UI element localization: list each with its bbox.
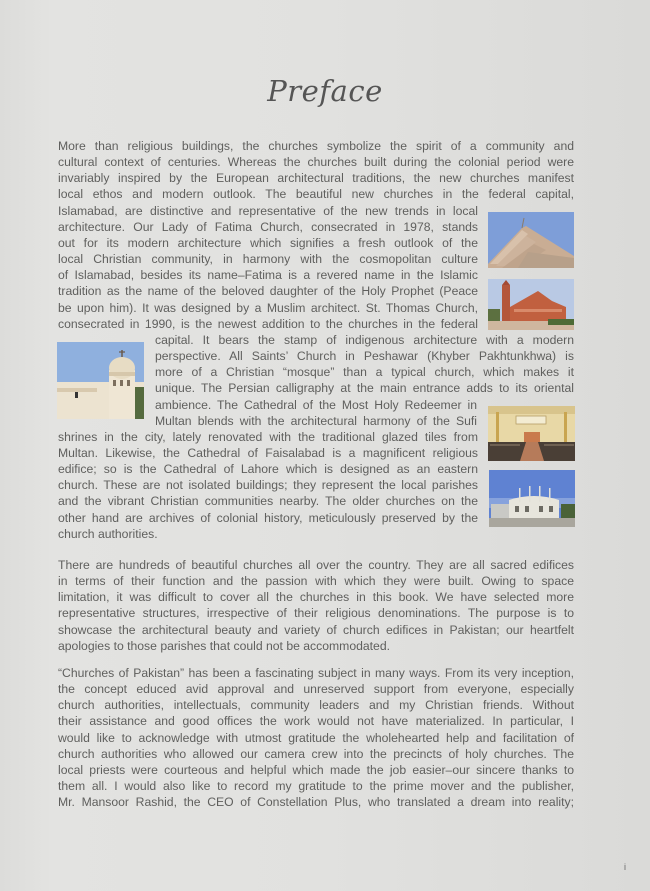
paragraph-2	[58, 557, 574, 654]
text-line: “Churches of Pakistan” has been a fascinating subject in many ways. From its very inception,	[58, 666, 574, 680]
text-line: Multan. Likewise, the Cathedral of Faisalabad is a magnificent religious	[58, 445, 478, 460]
paragraph-3	[58, 665, 574, 810]
text-line: perspective. All Saints’ Church in Peshawar (Khyber Pakhtunkhwa) is	[155, 349, 574, 364]
text-line: church. These are not isolated buildings; they represent the local parishes	[58, 478, 478, 493]
text-line: of Islamabad, besides its name–Fatima is a revered name in the Islamic	[58, 268, 478, 283]
text-line: church authorities who allowed our camera crew into the precincts of holy churches. The	[58, 746, 574, 761]
text-line: Islamabad, are distinctive and representative of the new trends in local	[58, 203, 478, 218]
text-line: Multan blends with the architectural harmony of the Sufi	[155, 413, 477, 428]
cathedral-interior-image	[488, 406, 575, 461]
text-line: local priests were courteous and helpful which made the job easier–our sincere thanks to	[58, 762, 574, 777]
red-brick-church-photo	[488, 279, 574, 330]
text-line: ambience. The Cathedral of the Most Holy Redeemer in	[155, 397, 477, 412]
circular-church-image	[489, 470, 575, 527]
cathedral-interior-photo	[488, 406, 575, 461]
text-line: out for its modern architecture which signifies a fresh outlook of the	[58, 235, 478, 250]
text-line: their assistance and good offices the work would not have materialized. In particular, I	[58, 714, 574, 729]
text-line: and the vibrant Christian communities nearby. The older churches on the	[58, 494, 478, 509]
page-number: i	[624, 862, 626, 872]
text-line: More than religious buildings, the churches symbolize the spirit of a community and	[58, 139, 574, 153]
text-line: limitation, it was difficult to cover all the churches in this book. We have selected more	[58, 590, 574, 605]
text-line: the concept educed avid approval and unreserved support from everyone, especially	[58, 682, 574, 697]
text-line: invariably inspired by the European architectural traditions, the new churches manifest	[58, 171, 574, 186]
text-line: showcase the architectural beauty and variety of church edifices in Pakistan; our heartfelt	[58, 622, 574, 637]
text-line: Mr. Mansoor Rashid, the CEO of Constellation Plus, who translated a dream into reality;	[58, 795, 574, 810]
text-line: would like to acknowledge with utmost gratitude the wholehearted help and facilitation of	[58, 730, 574, 745]
text-line: apologies to those parishes that could not be accommodated.	[58, 638, 390, 653]
circular-church-photo	[489, 470, 575, 527]
brick-church-image	[488, 279, 574, 330]
text-line: unique. The Persian calligraphy at the main entrance adds to its oriental	[155, 381, 574, 396]
page-title: Preface	[267, 74, 383, 108]
text-line: architecture. Our Lady of Fatima Church, consecrated in 1978, stands	[58, 219, 478, 234]
text-line: tradition as the name of the beloved daughter of the Holy Prophet (Peace	[58, 284, 478, 299]
text-line: them all. I would also like to record my gratitude to the prime mover and the publisher,	[58, 779, 574, 794]
text-line: in terms of their function and the passion with which they were built. Owing to space	[58, 574, 574, 589]
text-line: be upon him). It was designed by a Muslim architect. St. Thomas Church,	[58, 300, 478, 315]
domed-church-image	[57, 342, 144, 419]
text-line: edifice; so is the Cathedral of Lahore which is designed as an eastern	[58, 462, 478, 477]
text-line: church authorities.	[58, 526, 158, 541]
text-line: shrines in the city, lately renovated with the traditional glazed tiles from	[58, 429, 478, 444]
text-line: representative structures, irrespective of their religious denominations. The purpose is to	[58, 606, 574, 621]
text-line: capital. It bears the stamp of indigenous architecture with a modern	[155, 332, 574, 347]
text-line: church authorities, intellectuals, community leaders and my Christian friends. Without	[58, 698, 574, 713]
text-line: There are hundreds of beautiful churches all over the country. They are all sacred edifices	[58, 558, 574, 572]
church-roof-image	[488, 212, 574, 268]
text-line: local Christian community, in harmony with the cosmopolitan culture	[58, 252, 478, 267]
text-line: other hand are archives of colonial history, meticulously preserved by the	[58, 510, 478, 525]
text-line: consecrated in 1990, is the newest addition to the churches in the federal	[58, 316, 478, 331]
modern-church-roof-photo	[488, 212, 574, 268]
text-line: local ethos and modern outlook. The beautiful new churches in the federal capital,	[58, 187, 574, 202]
text-line: cultural context of centuries. Whereas the churches built during the colonial period were	[58, 155, 574, 170]
text-line: more of a Christian “mosque” than a typical church, which makes it	[155, 365, 574, 380]
domed-church-photo	[57, 342, 144, 419]
